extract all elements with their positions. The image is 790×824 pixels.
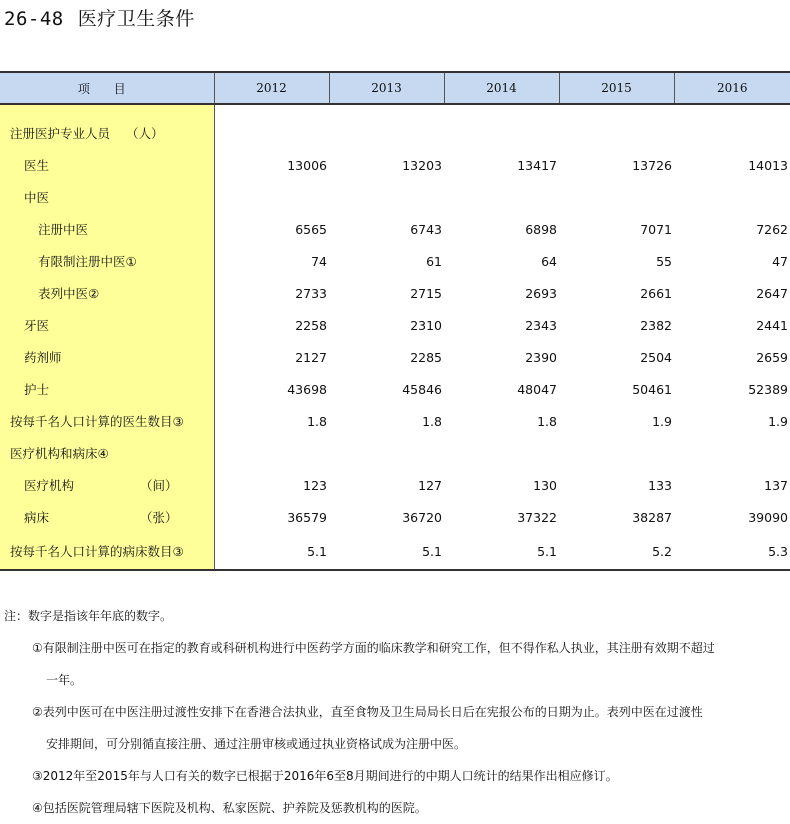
row-label (0, 277, 214, 309)
row-label-text: 注册中医 (38, 222, 89, 237)
note-3: ③2012年至2015年与人口有关的数字已根据于2016年6至8月期间进行的中期人口统计的结果作出相应修订。 (32, 769, 618, 783)
table-cell (329, 117, 444, 149)
table-row (0, 469, 790, 501)
table-cell: 133 (648, 477, 672, 493)
table-cell: 2504 (640, 349, 672, 365)
note-1: ①有限制注册中医可在指定的教育或科研机构进行中医药学方面的临床教学和研究工作，但不得作私人执业，其注册有效期不超过 (32, 641, 715, 655)
table-cell: 2647 (756, 285, 788, 301)
row-label-text: 牙医 (24, 318, 50, 333)
table-cell: 2382 (640, 317, 672, 333)
header-item: 项 目 (0, 72, 214, 104)
row-label-text: 注册医护专业人员 (10, 126, 111, 141)
table-cell: 50461 (632, 381, 672, 397)
note-intro: 注：数字是指该年年底的数字。 (4, 609, 173, 623)
table-cell: 6898 (525, 221, 557, 237)
table-cell: 13417 (517, 157, 557, 173)
table-cell: 127 (418, 477, 442, 493)
table-row (0, 309, 790, 341)
note-2: ②表列中医可在中医注册过渡性安排下在香港合法执业，直至食物及卫生局局长日后在宪报公布的日期为止。表列中医在过渡性 (32, 705, 703, 719)
row-label-text: 表列中医② (38, 286, 100, 301)
table-cell: 36720 (402, 509, 442, 525)
table-cell: 2343 (525, 317, 557, 333)
table-row (0, 501, 790, 533)
row-label (0, 149, 214, 181)
spacer-row (0, 104, 790, 117)
header-year: 2015 (559, 72, 674, 104)
table-row (0, 277, 790, 309)
table-cell: 74 (311, 253, 327, 269)
table-row (0, 213, 790, 245)
table-cell: 6565 (295, 221, 327, 237)
row-label-text: 有限制注册中医① (38, 254, 137, 269)
table-cell: 2285 (410, 349, 442, 365)
table-cell: 5.2 (559, 533, 674, 570)
row-label (0, 501, 214, 533)
table-cell (674, 117, 790, 149)
table-cell: 2310 (410, 317, 442, 333)
table-row (0, 149, 790, 181)
table-row (0, 245, 790, 277)
row-label-text: 按每千名人口计算的病床数目③ (10, 544, 184, 559)
row-label-text: 按每千名人口计算的医生数目③ (10, 414, 184, 429)
header-year: 2013 (329, 72, 444, 104)
table-cell: 64 (541, 253, 557, 269)
table-cell (674, 181, 790, 213)
table-row (0, 341, 790, 373)
row-label (0, 405, 214, 437)
table-cell (444, 181, 559, 213)
footnotes (4, 600, 715, 824)
table-cell: 2661 (640, 285, 672, 301)
table-cell (214, 181, 329, 213)
table-cell (214, 437, 329, 469)
header-year: 2016 (674, 72, 790, 104)
table-cell: 130 (533, 477, 557, 493)
table-cell: 5.3 (674, 533, 790, 570)
table-cell: 123 (303, 477, 327, 493)
table-cell: 2390 (525, 349, 557, 365)
table-row (0, 533, 790, 570)
table-row (0, 373, 790, 405)
health-table (0, 71, 790, 571)
row-label (0, 181, 214, 213)
table-cell (444, 437, 559, 469)
table-cell (559, 181, 674, 213)
row-label-text: 中医 (24, 190, 50, 205)
table-cell: 13726 (632, 157, 672, 173)
row-label-text: 医生 (24, 158, 50, 173)
row-label (0, 373, 214, 405)
table-cell: 45846 (402, 381, 442, 397)
table-row (0, 437, 790, 469)
row-label (0, 117, 214, 149)
table-cell: 2715 (410, 285, 442, 301)
table-cell: 13006 (287, 157, 327, 173)
table-cell: 7071 (640, 221, 672, 237)
table-cell: 48047 (517, 381, 557, 397)
table-cell (329, 181, 444, 213)
table-cell (674, 437, 790, 469)
table-title-text: 医疗卫生条件 (77, 8, 195, 30)
row-unit: （张） (140, 510, 178, 525)
row-label-text: 药剂师 (24, 350, 62, 365)
table-cell: 5.1 (214, 533, 329, 570)
table-cell: 2733 (295, 285, 327, 301)
note-2-continued: 安排期间，可分别循直接注册、通过注册审核或通过执业资格试成为注册中医。 (46, 737, 467, 751)
table-cell: 1.8 (537, 413, 557, 429)
note-1-continued: 一年。 (46, 673, 83, 687)
row-label-text: 医疗机构 (24, 478, 75, 493)
table-row (0, 181, 790, 213)
table-cell: 43698 (287, 381, 327, 397)
table-cell: 2258 (295, 317, 327, 333)
table-cell: 2693 (525, 285, 557, 301)
table-cell (559, 437, 674, 469)
table-cell (329, 437, 444, 469)
row-unit: （间） (140, 478, 178, 493)
row-label (0, 469, 214, 501)
row-label (0, 309, 214, 341)
table-cell: 137 (764, 477, 788, 493)
table-cell: 39090 (748, 509, 788, 525)
table-cell: 61 (426, 253, 442, 269)
table-cell: 37322 (517, 509, 557, 525)
table-cell (444, 117, 559, 149)
row-label (0, 245, 214, 277)
table-cell: 2659 (756, 349, 788, 365)
row-label (0, 213, 214, 245)
table-cell (214, 117, 329, 149)
table-cell: 5.1 (444, 533, 559, 570)
table-cell: 2127 (295, 349, 327, 365)
table-cell: 55 (656, 253, 672, 269)
row-label (0, 437, 214, 469)
row-label (0, 341, 214, 373)
row-label-text: 病床 (24, 510, 50, 525)
table-cell: 36579 (287, 509, 327, 525)
table-cell: 1.8 (422, 413, 442, 429)
table-cell: 5.1 (329, 533, 444, 570)
table-cell: 2441 (756, 317, 788, 333)
row-label-text: 护士 (24, 382, 50, 397)
table-cell: 13203 (402, 157, 442, 173)
note-4: ④包括医院管理局辖下医院及机构、私家医院、护养院及惩教机构的医院。 (32, 801, 427, 815)
row-label-text: 医疗机构和病床④ (10, 446, 109, 461)
table-cell: 1.9 (652, 413, 672, 429)
table-cell (559, 117, 674, 149)
table-cell: 1.8 (307, 413, 327, 429)
header-year: 2014 (444, 72, 559, 104)
table-row (0, 117, 790, 149)
table-cell: 14013 (748, 157, 788, 173)
table-cell: 1.9 (768, 413, 788, 429)
table-number: 26-48 (4, 8, 64, 30)
table-row (0, 405, 790, 437)
table-cell: 38287 (632, 509, 672, 525)
header-year: 2012 (214, 72, 329, 104)
header-row (0, 72, 790, 104)
table-cell: 52389 (748, 381, 788, 397)
page-title (4, 4, 195, 31)
table-cell: 6743 (410, 221, 442, 237)
table-cell: 47 (772, 253, 788, 269)
row-unit: （人） (126, 126, 164, 141)
row-label (0, 533, 214, 570)
table-cell: 7262 (756, 221, 788, 237)
